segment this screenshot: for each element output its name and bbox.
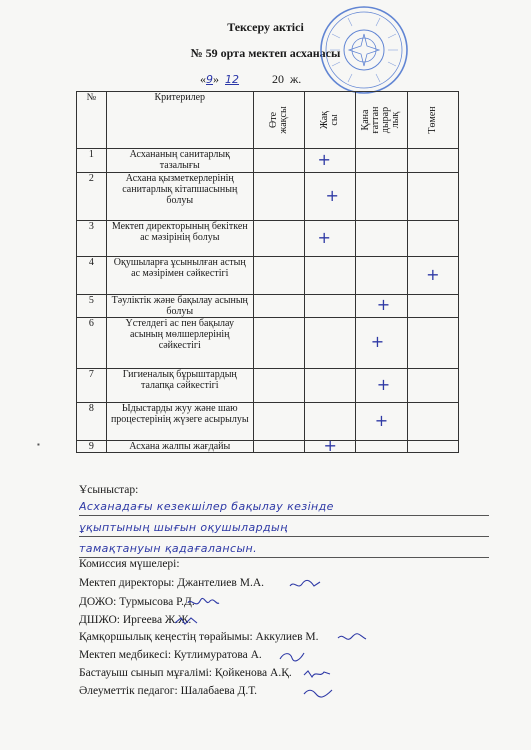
row-number: 3	[77, 221, 107, 257]
table-row	[77, 173, 459, 221]
check-mark-plus: +	[374, 410, 389, 430]
table-header-row	[77, 92, 459, 149]
row-criterion: Асхана қызметкерлерінің санитарлық кітапшасының болуы	[106, 173, 253, 221]
date-month: 12	[225, 73, 239, 86]
rating-cell	[356, 173, 407, 221]
row-number: 1	[77, 149, 107, 173]
inspection-table	[76, 91, 459, 453]
row-criterion: Оқушыларға ұсынылған астың ас мәзірімен сәйкестігі	[106, 257, 253, 295]
signature	[278, 650, 312, 662]
row-number: 6	[77, 318, 107, 369]
rating-cell	[356, 403, 407, 441]
rating-cell	[356, 221, 407, 257]
date-day: 9	[206, 73, 213, 86]
document-subtitle: № 59 орта мектеп асханасы	[190, 46, 341, 60]
check-mark-plus: +	[426, 264, 440, 284]
rating-cell	[407, 403, 458, 441]
rating-cell	[356, 295, 407, 318]
rating-cell	[305, 221, 356, 257]
rating-cell	[305, 173, 356, 221]
rating-cell	[407, 441, 458, 453]
recommendation-line: ұқыптының шығын оқушылардың	[79, 519, 489, 537]
header-excellent: Өте жақсы	[253, 92, 304, 149]
check-mark-plus: +	[317, 149, 331, 169]
rating-cell	[305, 369, 356, 403]
commission-member: Бастауыш сынып мұғалімі: Қойкенова А.Қ.	[79, 667, 292, 679]
official-stamp	[318, 4, 410, 96]
row-number: 7	[77, 369, 107, 403]
rating-cell	[253, 441, 304, 453]
check-mark-plus: +	[370, 332, 385, 352]
rating-cell	[253, 149, 304, 173]
signature	[302, 668, 336, 680]
table-row	[77, 441, 459, 453]
row-criterion: Мектеп директорының бекіткен ас мәзірінің болуы	[106, 221, 253, 257]
signature	[302, 686, 336, 698]
rating-cell	[356, 257, 407, 295]
header-number: №	[77, 92, 107, 149]
signature	[173, 615, 207, 627]
row-criterion: Асхана жалпы жағдайы	[106, 441, 253, 453]
rating-cell	[356, 318, 407, 369]
check-mark-plus: +	[317, 227, 331, 247]
header-low: Төмен	[407, 92, 458, 149]
check-mark-plus: +	[376, 295, 391, 315]
recommendation-line: Асханадағы кезекшілер бақылау кезінде	[79, 498, 489, 516]
row-number: 2	[77, 173, 107, 221]
rating-cell	[407, 221, 458, 257]
check-mark-plus: +	[323, 435, 337, 455]
signature	[336, 632, 370, 644]
header-satisfactory: Қана ғаттан дырар лық	[356, 92, 407, 149]
check-mark-plus: +	[376, 374, 391, 394]
signature	[288, 578, 322, 590]
rating-cell	[253, 403, 304, 441]
commission-member: Мектеп директоры: Джантелиев М.А.	[79, 577, 264, 589]
recommendation-line: тамақтануын қадағалансын.	[79, 540, 489, 558]
rating-cell	[407, 318, 458, 369]
rating-cell	[356, 149, 407, 173]
rating-cell	[356, 441, 407, 453]
commission-member: Мектеп медбикесі: Кутлимуратова А.	[79, 649, 262, 661]
row-criterion: Ыдыстарды жуу және шаю процестерінің жүзеге асырылуы	[106, 403, 253, 441]
rating-cell	[407, 369, 458, 403]
commission-member: Әлеуметтік педагог: Шалабаева Д.Т.	[79, 685, 258, 697]
rating-cell	[407, 173, 458, 221]
rating-cell	[305, 149, 356, 173]
table-row	[77, 318, 459, 369]
rating-cell	[305, 295, 356, 318]
date-year: 20	[272, 72, 284, 86]
rating-cell	[253, 318, 304, 369]
document-date: «9» 12 20 ж.	[200, 72, 302, 86]
table-row	[77, 149, 459, 173]
table-row	[77, 369, 459, 403]
row-number: 9	[77, 441, 107, 453]
signature	[186, 597, 220, 609]
row-criterion: Асхананың санитарлық тазалығы	[106, 149, 253, 173]
rating-cell	[305, 318, 356, 369]
rating-cell	[356, 369, 407, 403]
rating-cell	[253, 173, 304, 221]
table-row	[77, 403, 459, 441]
row-criterion: Тәуліктік және бақылау асының болуы	[106, 295, 253, 318]
commission-label: Комиссия мүшелері:	[79, 558, 180, 570]
rating-cell	[305, 257, 356, 295]
table-row	[77, 257, 459, 295]
rating-cell	[305, 435, 356, 455]
row-criterion: Үстелдегі ас пен бақылау асының мөлшерлерінің сәйкестігі	[106, 318, 253, 369]
margin-dot: ▪	[37, 440, 40, 449]
document-title: Тексеру актісі	[227, 20, 304, 34]
row-criterion: Гигиеналық бұрыштардың талапқа сәйкестігі	[106, 369, 253, 403]
rating-cell	[253, 295, 304, 318]
recommendations-label: Ұсыныстар:	[79, 484, 139, 496]
row-number: 4	[77, 257, 107, 295]
check-mark-plus: +	[325, 185, 339, 205]
row-number: 8	[77, 403, 107, 441]
commission-member: ДШЖО: Иргеева Ж.Ж.	[79, 614, 192, 626]
rating-cell	[407, 257, 458, 295]
commission-member: Қамқоршылық кеңестің төрайымы: Аккулиев М.	[79, 631, 319, 643]
rating-cell	[253, 257, 304, 295]
row-number: 5	[77, 295, 107, 318]
rating-cell	[253, 369, 304, 403]
table-row	[77, 221, 459, 257]
table-row	[77, 295, 459, 318]
header-criteria: Критерилер	[106, 92, 253, 149]
header-good: Жақ сы	[305, 92, 356, 149]
rating-cell	[407, 149, 458, 173]
rating-cell	[407, 295, 458, 318]
commission-member: ДОЖО: Турмысова Р.Д.	[79, 596, 195, 608]
rating-cell	[253, 221, 304, 257]
